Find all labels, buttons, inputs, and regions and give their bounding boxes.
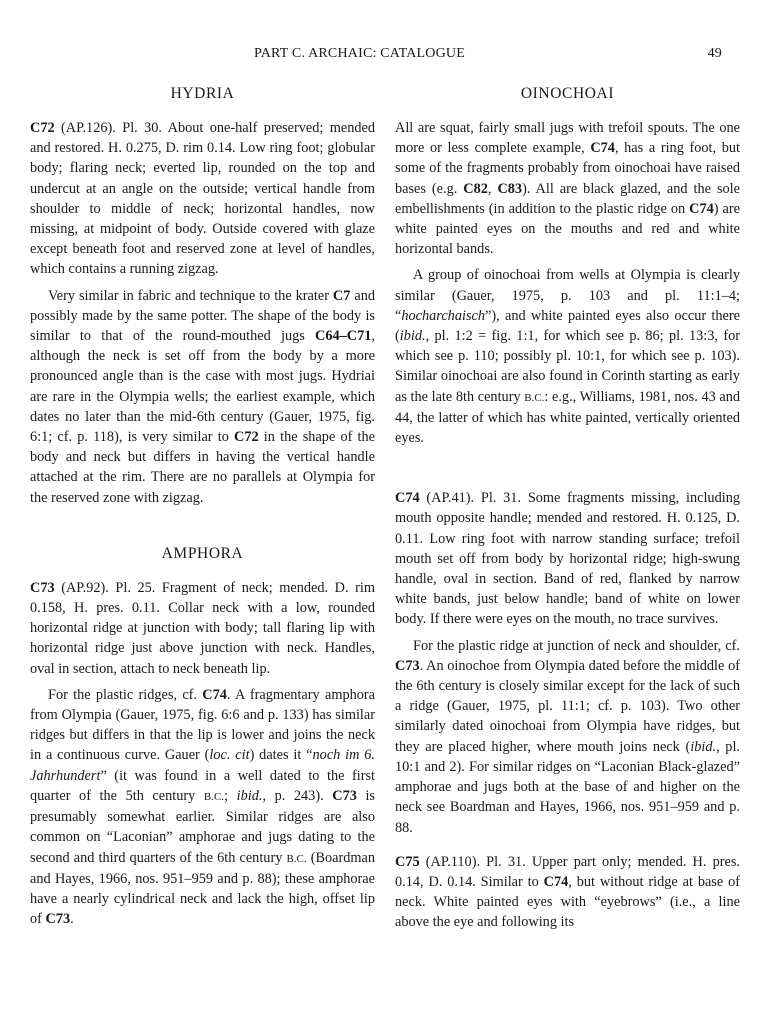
text-run: , pl. 1:2 = fig. 1:1, for which see p. 86; pl. 13:3, for which see p. 110; possibly pl. 10:1, for which see p. 103). Similar oinochoai are also found in Corinth starting as early as the late 8th century (395, 328, 740, 405)
text-run: , although the neck is set off from the body by a more pronounced angle than is the case with most jugs. Hydriai are rare in the Olympia wells; the earliest example, which dates no later than the mid-6th century (Gauer, 1975, fig. 6:1; cf. p. 118), is very similar to (30, 328, 375, 446)
cross-ref: C7 (332, 287, 351, 304)
section-heading-amphora: AMPHORA (161, 544, 244, 562)
section-heading-oinochoai: OINOCHOAI (520, 85, 615, 102)
text-run: ) are white painted eyes on the mouths and red and white horizontal bands. (395, 200, 740, 258)
text-run: , has a ring foot, but some of the fragments probably from oinochoai have raised bases (e.g. (395, 140, 740, 197)
paragraph-oinochoai-intro (395, 118, 740, 259)
small-caps-text: B.C. (203, 790, 225, 803)
italic-text: ibid. (399, 328, 426, 345)
text-run: and possibly made by the same potter. The shape of the body is similar to that of the round-mouthed jugs (30, 287, 376, 345)
text-run: , pl. 10:1 and 2). For similar ridges on “Laconian Black-glazed” amphorae and jugs both at the base of and higher on the neck see Boardman and Hayes, 1966, nos. 951–959 and p. 88. (395, 738, 740, 836)
cross-ref: C74 (543, 873, 569, 890)
text-run: ; (224, 787, 237, 804)
text-run: is presumably somewhat earlier. Similar ridges are also common on “Laconian” amphorae and jugs dating to the second and third quarters of the 6th century (30, 787, 375, 866)
paragraph-olympia-comparison (395, 265, 740, 448)
catalogue-entry-c75 (395, 852, 740, 933)
page-number: 49 (707, 46, 722, 61)
section-heading-hydria: HYDRIA (170, 85, 235, 102)
text-run: (AP.110). Pl. 31. Upper part only; mended. H. pres. 0.14, D. 0.14. Similar to (395, 853, 740, 890)
cross-ref: C74 (202, 686, 227, 703)
cross-ref: C73 (332, 787, 357, 804)
italic-text: ibid. (690, 738, 717, 755)
text-run: . (70, 911, 74, 928)
paragraph-amphora-comment (30, 685, 375, 929)
cross-ref: C73 (395, 657, 420, 674)
small-caps-text: B.C. (286, 852, 307, 865)
entry-text: (AP.92). Pl. 25. Fragment of neck; mended. D. rim 0.158, H. pres. 0.11. Collar neck with a low, rounded horizontal ridge at junction with body; tall flaring lip with horizontal ridge just above junction with neck. Handles, oval in section, attach to neck beneath lip. (30, 579, 376, 677)
text-run: For the plastic ridge at junction of neck and shoulder, cf. (413, 637, 740, 654)
italic-text: loc. cit (209, 747, 250, 764)
entry-ref: C73 (30, 579, 55, 596)
text-run: ) dates it “ (249, 747, 313, 764)
paragraph-hydria-comment (30, 286, 375, 508)
italic-text: ibid. (236, 787, 263, 804)
text-run: : e.g., Williams, 1981, nos. 43 and 44, the latter of which has white painted, vertically oriented eyes. (395, 388, 740, 447)
paragraph-c74-comment (395, 636, 740, 838)
catalogue-entry-c74 (395, 488, 740, 629)
text-run: Very similar in fabric and technique to the krater (48, 287, 333, 304)
text-run: in the shape of the body and neck but differs in having the vertical handle attached at the rim. There are no parallels at Olympia for the reserved zone with zigzag. (30, 429, 375, 506)
spacer (395, 838, 740, 852)
text-run: , p. 243). (262, 787, 333, 804)
left-column (30, 84, 375, 929)
italic-text: hocharchaisch (401, 307, 486, 324)
catalogue-entry-c72 (30, 118, 375, 280)
catalogue-entry-c73 (30, 578, 375, 679)
text-run: ” (it was found in a well dated to the first quarter of the 5th century (30, 767, 375, 804)
text-run: ). All are black glazed, and the sole embellishments (in addition to the plastic ridge on (395, 180, 740, 217)
entry-text: (AP.41). Pl. 31. Some fragments missing, including mouth opposite handle; mended and restored. H. 0.125, D. 0.11. Low ring foot with narrow standing surface; trefoil mouth set off from body by horizontal ridge; high-swung handle, oval in section. Band of red, flanked by narrow white bands, just below handle; band of white on lower body. If there were eyes on the mouth, no trace survives. (395, 490, 740, 628)
cross-ref: C73 (45, 911, 71, 928)
text-run: A group of oinochoai from wells at Olympia is clearly similar (Gauer, 1975, p. 103 and pl. 11:1–4; “ (395, 267, 740, 324)
small-caps-text: B.C. (524, 391, 545, 404)
cross-ref: C74 (689, 200, 714, 217)
text-run: All are squat, fairly small jugs with trefoil spouts. The one more or less complete example, (395, 120, 740, 157)
spacer (395, 448, 740, 488)
cross-ref: C72 (234, 429, 259, 446)
italic-text: noch im 6. Jahrhundert (30, 747, 375, 784)
text-run: . A fragmentary amphora from Olympia (Gauer, 1975, fig. 6:6 and p. 133) has similar ridges but differs in that the lip is lower and joins the neck in a continuous curve. Gauer ( (30, 686, 375, 764)
cross-ref: C74 (590, 140, 615, 157)
text-run: ”), and white painted eyes also occur there ( (395, 307, 740, 345)
cross-ref: C83 (497, 180, 523, 197)
text-run: . An oinochoe from Olympia dated before the middle of the 6th century is closely similar except for the lack of such a ridge (Gauer, 1975, pl. 11:1; cf. p. 103). Two other similarly dated oinochoai from Olympia have ridges, but they are placed higher, where mouth joins neck ( (395, 657, 740, 755)
cross-ref: C82 (463, 180, 488, 197)
entry-ref: C75 (395, 853, 420, 870)
text-run: (Boardman and Hayes, 1966, nos. 951–959 and p. 88); these amphorae have a nearly cylindrical neck and lack the high, offset lip of (30, 849, 376, 928)
entry-ref: C74 (395, 490, 420, 507)
cross-ref: C64–C71 (315, 328, 372, 345)
spacer (30, 508, 375, 544)
text-run: For the plastic ridges, cf. (48, 686, 203, 703)
entry-ref: C72 (30, 120, 55, 136)
right-column (395, 84, 740, 933)
text-run: , (487, 180, 498, 197)
text-run: , but without ridge at base of neck. White painted eyes with “eyebrows” (i.e., a line above the eye and following its (395, 873, 740, 931)
entry-text: (AP.126). Pl. 30. About one-half preserved; mended and restored. H. 0.275, D. rim 0.14. Low ring foot; globular body; flaring neck; everted lip, rounded on the top and undercut at an angle on the outside; vertical handle from shoulder to middle of neck; horizontal handles, now missing, at midpoint of body. Outside covered with glaze except beneath foot and reserved zone at level of handles, which contains a running zigzag. (30, 120, 375, 278)
running-head-title: PART C. ARCHAIC: CATALOGUE (254, 46, 465, 61)
